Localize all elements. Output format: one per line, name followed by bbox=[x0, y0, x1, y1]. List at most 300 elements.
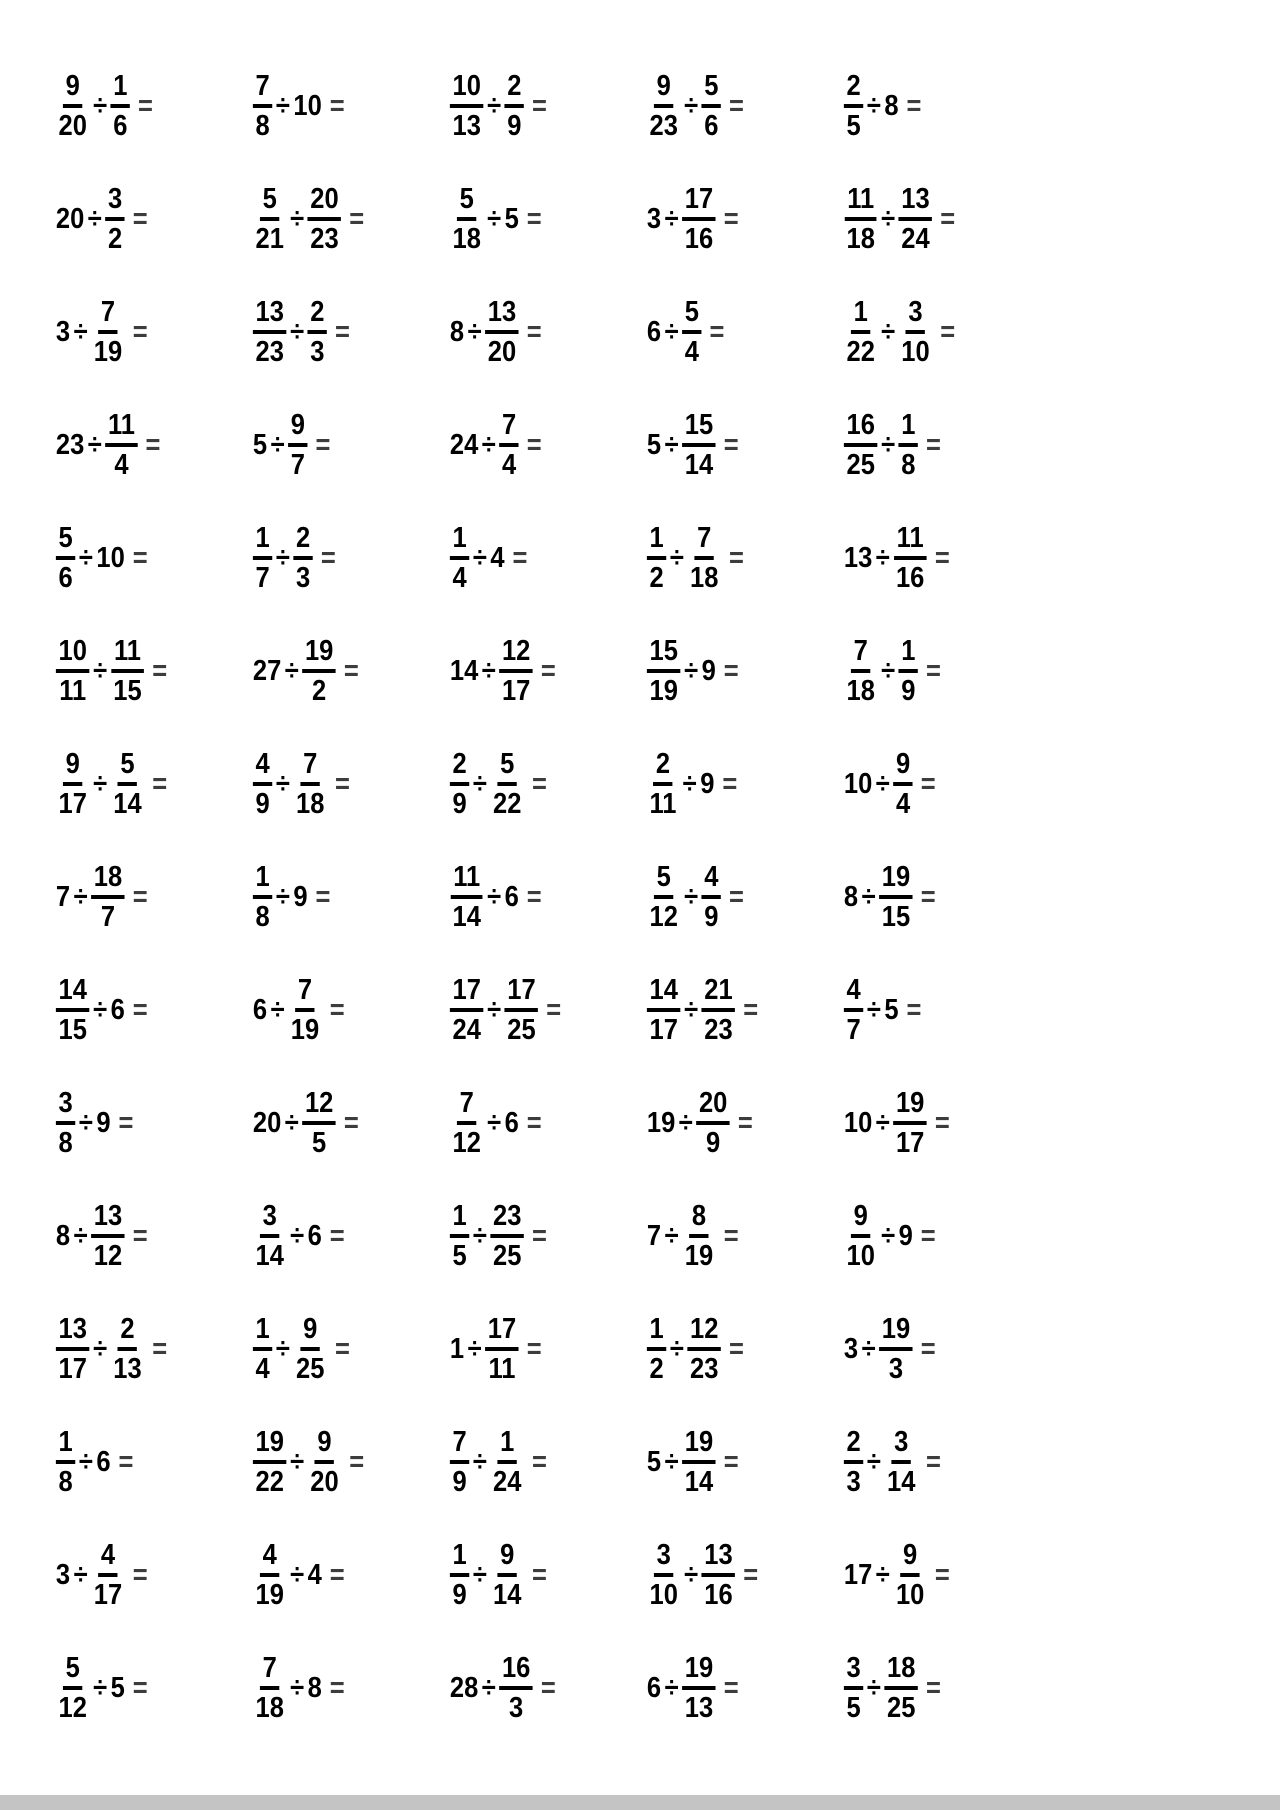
fraction-denominator: 14 bbox=[255, 1240, 284, 1272]
fraction-denominator: 14 bbox=[493, 1579, 522, 1611]
operand-whole-number: 5 bbox=[646, 429, 662, 461]
problem bbox=[55, 1519, 228, 1632]
equals-sign: = bbox=[926, 1446, 941, 1478]
fraction-numerator: 10 bbox=[450, 72, 484, 108]
problem bbox=[449, 1067, 622, 1180]
operand-fraction bbox=[56, 637, 90, 706]
operand-fraction bbox=[302, 637, 336, 706]
equals-sign: = bbox=[526, 203, 542, 235]
operand-fraction bbox=[450, 185, 484, 254]
equals-sign: = bbox=[320, 542, 336, 574]
operand-whole-number: 23 bbox=[55, 429, 85, 461]
fraction-denominator: 14 bbox=[684, 1466, 714, 1498]
fraction-denominator: 3 bbox=[888, 1353, 904, 1385]
equals-sign: = bbox=[118, 1107, 134, 1139]
fraction-denominator: 20 bbox=[310, 1466, 339, 1498]
fraction-denominator: 16 bbox=[895, 562, 925, 594]
fraction-numerator: 8 bbox=[689, 1202, 708, 1238]
problem bbox=[252, 163, 425, 276]
problem bbox=[55, 1632, 228, 1745]
fraction-denominator: 10 bbox=[649, 1579, 678, 1611]
fraction-denominator: 24 bbox=[901, 223, 930, 255]
division-sign: ÷ bbox=[682, 768, 697, 800]
division-sign: ÷ bbox=[875, 542, 890, 574]
operand-whole-number: 3 bbox=[55, 1559, 71, 1591]
fraction-numerator: 1 bbox=[253, 863, 272, 899]
fraction-denominator: 7 bbox=[846, 1014, 861, 1046]
equals-sign: = bbox=[532, 1446, 547, 1478]
fraction-denominator: 25 bbox=[493, 1240, 522, 1272]
division-sign: ÷ bbox=[87, 203, 102, 235]
operand-fraction bbox=[111, 1315, 145, 1384]
division-sign: ÷ bbox=[472, 542, 487, 574]
problem bbox=[646, 728, 819, 841]
fraction-numerator: 5 bbox=[498, 750, 517, 786]
fraction-numerator: 12 bbox=[302, 1089, 336, 1125]
equals-sign: = bbox=[526, 429, 542, 461]
problem bbox=[843, 50, 1016, 163]
problem bbox=[55, 389, 228, 502]
problem bbox=[252, 1632, 425, 1745]
operand-whole-number: 9 bbox=[293, 881, 308, 913]
fraction-denominator: 4 bbox=[895, 788, 911, 820]
operand-fraction bbox=[105, 185, 124, 254]
problem bbox=[646, 615, 819, 728]
equals-sign: = bbox=[335, 768, 350, 800]
fraction-denominator: 19 bbox=[93, 336, 123, 368]
equals-sign: = bbox=[723, 1220, 739, 1252]
fraction-numerator: 1 bbox=[450, 1202, 469, 1238]
division-sign: ÷ bbox=[290, 1220, 305, 1252]
fraction-numerator: 7 bbox=[295, 976, 314, 1012]
division-sign: ÷ bbox=[664, 316, 679, 348]
operand-fraction bbox=[682, 1654, 716, 1723]
division-sign: ÷ bbox=[270, 429, 285, 461]
operand-fraction bbox=[899, 185, 933, 254]
problem bbox=[449, 163, 622, 276]
operand-fraction bbox=[450, 1202, 469, 1271]
operand-fraction bbox=[844, 637, 878, 706]
problem bbox=[843, 1519, 1016, 1632]
division-sign: ÷ bbox=[78, 1446, 93, 1478]
equals-sign: = bbox=[729, 90, 744, 122]
operand-fraction bbox=[499, 1654, 533, 1723]
operand-fraction bbox=[844, 411, 878, 480]
division-sign: ÷ bbox=[78, 542, 93, 574]
fraction-numerator: 9 bbox=[315, 1428, 334, 1464]
operand-whole-number: 7 bbox=[646, 1220, 662, 1252]
fraction-denominator: 9 bbox=[706, 1127, 721, 1159]
equals-sign: = bbox=[138, 90, 153, 122]
operand-fraction bbox=[253, 524, 272, 593]
division-sign: ÷ bbox=[481, 1672, 496, 1704]
operand-whole-number: 8 bbox=[884, 90, 899, 122]
fraction-denominator: 9 bbox=[255, 788, 270, 820]
division-sign: ÷ bbox=[684, 655, 699, 687]
operand-fraction bbox=[682, 1428, 716, 1497]
operand-fraction bbox=[308, 1428, 342, 1497]
fraction-numerator: 7 bbox=[260, 1654, 279, 1690]
division-sign: ÷ bbox=[881, 316, 896, 348]
fraction-numerator: 15 bbox=[682, 411, 716, 447]
operand-fraction bbox=[91, 1202, 125, 1271]
operand-fraction bbox=[56, 1428, 75, 1497]
operand-fraction bbox=[56, 1089, 75, 1158]
operand-fraction bbox=[253, 1315, 272, 1384]
operand-fraction bbox=[253, 72, 272, 141]
fraction-denominator: 10 bbox=[846, 1240, 875, 1272]
fraction-denominator: 25 bbox=[296, 1353, 325, 1385]
operand-whole-number: 3 bbox=[843, 1333, 859, 1365]
division-sign: ÷ bbox=[875, 1107, 890, 1139]
fraction-denominator: 16 bbox=[704, 1579, 733, 1611]
equals-sign: = bbox=[532, 1559, 547, 1591]
fraction-denominator: 5 bbox=[312, 1127, 327, 1159]
equals-sign: = bbox=[329, 90, 345, 122]
operand-fraction bbox=[696, 1089, 730, 1158]
fraction-numerator: 7 bbox=[695, 524, 714, 560]
fraction-numerator: 1 bbox=[56, 1428, 75, 1464]
operand-fraction bbox=[899, 637, 918, 706]
problem bbox=[646, 276, 819, 389]
operand-whole-number: 17 bbox=[843, 1559, 873, 1591]
equals-sign: = bbox=[934, 1559, 950, 1591]
operand-fraction bbox=[450, 863, 484, 932]
fraction-denominator: 5 bbox=[452, 1240, 467, 1272]
fraction-numerator: 19 bbox=[302, 637, 336, 673]
fraction-numerator: 17 bbox=[450, 976, 484, 1012]
fraction-numerator: 13 bbox=[485, 298, 519, 334]
problem bbox=[646, 1519, 819, 1632]
operand-fraction bbox=[505, 976, 539, 1045]
operand-fraction bbox=[505, 72, 524, 141]
fraction-numerator: 9 bbox=[893, 750, 912, 786]
fraction-numerator: 11 bbox=[105, 411, 137, 447]
fraction-denominator: 12 bbox=[452, 1127, 481, 1159]
problem bbox=[646, 1632, 819, 1745]
operand-whole-number: 6 bbox=[252, 994, 268, 1026]
fraction-numerator: 5 bbox=[702, 72, 721, 108]
problem bbox=[252, 1180, 425, 1293]
operand-fraction bbox=[111, 750, 145, 819]
fraction-numerator: 9 bbox=[288, 411, 307, 447]
equals-sign: = bbox=[934, 1107, 950, 1139]
operand-fraction bbox=[56, 750, 90, 819]
equals-sign: = bbox=[926, 429, 941, 461]
equals-sign: = bbox=[926, 655, 941, 687]
problem bbox=[252, 1293, 425, 1406]
operand-fraction bbox=[893, 1541, 927, 1610]
problem bbox=[55, 50, 228, 163]
division-sign: ÷ bbox=[284, 655, 299, 687]
operand-fraction bbox=[308, 185, 342, 254]
operand-whole-number: 20 bbox=[55, 203, 85, 235]
fraction-denominator: 2 bbox=[649, 562, 664, 594]
operand-fraction bbox=[308, 298, 327, 367]
fraction-denominator: 9 bbox=[452, 1579, 467, 1611]
operand-whole-number: 13 bbox=[843, 542, 873, 574]
fraction-numerator: 7 bbox=[450, 1428, 469, 1464]
fraction-numerator: 9 bbox=[900, 1541, 919, 1577]
operand-fraction bbox=[844, 1428, 863, 1497]
problem bbox=[646, 1067, 819, 1180]
operand-fraction bbox=[91, 1541, 125, 1610]
fraction-numerator: 1 bbox=[647, 1315, 666, 1351]
operand-fraction bbox=[253, 298, 287, 367]
fraction-denominator: 16 bbox=[684, 223, 714, 255]
fraction-numerator: 2 bbox=[844, 1428, 863, 1464]
problem bbox=[55, 163, 228, 276]
equals-sign: = bbox=[132, 994, 148, 1026]
fraction-denominator: 15 bbox=[881, 901, 911, 933]
operand-fraction bbox=[647, 863, 681, 932]
problem bbox=[843, 389, 1016, 502]
equals-sign: = bbox=[118, 1446, 134, 1478]
operand-fraction bbox=[56, 976, 90, 1045]
fraction-numerator: 23 bbox=[490, 1202, 524, 1238]
division-sign: ÷ bbox=[78, 1107, 93, 1139]
operand-whole-number: 5 bbox=[252, 429, 268, 461]
fraction-numerator: 20 bbox=[308, 185, 342, 221]
problem bbox=[843, 728, 1016, 841]
fraction-denominator: 14 bbox=[113, 788, 142, 820]
division-sign: ÷ bbox=[270, 994, 285, 1026]
operand-whole-number: 9 bbox=[898, 1220, 913, 1252]
operand-whole-number: 5 bbox=[646, 1446, 662, 1478]
equals-sign: = bbox=[723, 203, 739, 235]
fraction-numerator: 1 bbox=[498, 1428, 517, 1464]
problem bbox=[252, 728, 425, 841]
division-sign: ÷ bbox=[487, 90, 502, 122]
fraction-numerator: 7 bbox=[301, 750, 320, 786]
operand-fraction bbox=[56, 1315, 90, 1384]
problem bbox=[252, 276, 425, 389]
operand-fraction bbox=[450, 1541, 469, 1610]
fraction-numerator: 19 bbox=[682, 1428, 716, 1464]
division-sign: ÷ bbox=[73, 1559, 88, 1591]
fraction-denominator: 23 bbox=[704, 1014, 733, 1046]
fraction-denominator: 5 bbox=[846, 110, 861, 142]
equals-sign: = bbox=[920, 1333, 936, 1365]
operand-fraction bbox=[253, 1541, 287, 1610]
fraction-denominator: 15 bbox=[113, 675, 142, 707]
division-sign: ÷ bbox=[881, 203, 896, 235]
fraction-denominator: 13 bbox=[452, 110, 481, 142]
operand-fraction bbox=[253, 750, 272, 819]
fraction-numerator: 1 bbox=[253, 1315, 272, 1351]
operand-whole-number: 7 bbox=[55, 881, 71, 913]
operand-whole-number: 8 bbox=[307, 1672, 322, 1704]
division-sign: ÷ bbox=[290, 1559, 305, 1591]
fraction-denominator: 12 bbox=[58, 1692, 87, 1724]
fraction-numerator: 11 bbox=[111, 637, 143, 673]
equals-sign: = bbox=[335, 1333, 350, 1365]
fraction-denominator: 17 bbox=[58, 1353, 87, 1385]
fraction-denominator: 4 bbox=[255, 1353, 270, 1385]
fraction-denominator: 8 bbox=[255, 901, 270, 933]
fraction-numerator: 19 bbox=[879, 863, 913, 899]
division-sign: ÷ bbox=[487, 1107, 502, 1139]
equals-sign: = bbox=[152, 768, 168, 800]
problem bbox=[55, 1406, 228, 1519]
fraction-numerator: 4 bbox=[702, 863, 721, 899]
problem bbox=[252, 1067, 425, 1180]
equals-sign: = bbox=[723, 1672, 739, 1704]
division-sign: ÷ bbox=[861, 881, 876, 913]
division-sign: ÷ bbox=[866, 1446, 881, 1478]
equals-sign: = bbox=[934, 542, 950, 574]
operand-whole-number: 8 bbox=[55, 1220, 71, 1252]
operand-whole-number: 4 bbox=[307, 1559, 322, 1591]
fraction-numerator: 1 bbox=[450, 524, 469, 560]
equals-sign: = bbox=[132, 316, 148, 348]
fraction-numerator: 5 bbox=[682, 298, 701, 334]
fraction-denominator: 10 bbox=[901, 336, 930, 368]
fraction-denominator: 8 bbox=[255, 110, 270, 142]
fraction-numerator: 19 bbox=[879, 1315, 913, 1351]
operand-fraction bbox=[288, 976, 322, 1045]
equals-sign: = bbox=[132, 1672, 148, 1704]
fraction-numerator: 1 bbox=[647, 524, 666, 560]
fraction-numerator: 13 bbox=[91, 1202, 125, 1238]
fraction-numerator: 18 bbox=[91, 863, 125, 899]
fraction-numerator: 9 bbox=[63, 750, 82, 786]
fraction-denominator: 12 bbox=[649, 901, 678, 933]
operand-whole-number: 8 bbox=[449, 316, 465, 348]
fraction-denominator: 22 bbox=[255, 1466, 284, 1498]
equals-sign: = bbox=[343, 1107, 359, 1139]
problem bbox=[55, 1180, 228, 1293]
fraction-numerator: 3 bbox=[654, 1541, 673, 1577]
equals-sign: = bbox=[315, 429, 331, 461]
equals-sign: = bbox=[335, 316, 350, 348]
operand-fraction bbox=[647, 1315, 666, 1384]
division-sign: ÷ bbox=[93, 1333, 108, 1365]
division-sign: ÷ bbox=[669, 1333, 684, 1365]
fraction-denominator: 19 bbox=[255, 1579, 284, 1611]
operand-whole-number: 14 bbox=[449, 655, 479, 687]
equals-sign: = bbox=[152, 655, 168, 687]
operand-whole-number: 3 bbox=[646, 203, 662, 235]
equals-sign: = bbox=[920, 1220, 936, 1252]
equals-sign: = bbox=[329, 1559, 345, 1591]
equals-sign: = bbox=[349, 203, 365, 235]
operand-whole-number: 6 bbox=[307, 1220, 322, 1252]
operand-whole-number: 24 bbox=[449, 429, 479, 461]
operand-fraction bbox=[56, 72, 90, 141]
operand-whole-number: 9 bbox=[96, 1107, 111, 1139]
fraction-numerator: 2 bbox=[844, 72, 863, 108]
fraction-denominator: 17 bbox=[649, 1014, 678, 1046]
page-bottom-edge bbox=[0, 1795, 1280, 1810]
fraction-numerator: 15 bbox=[647, 637, 681, 673]
division-sign: ÷ bbox=[664, 203, 679, 235]
operand-fraction bbox=[702, 1541, 736, 1610]
fraction-numerator: 16 bbox=[844, 411, 878, 447]
fraction-denominator: 17 bbox=[501, 675, 531, 707]
operand-fraction bbox=[450, 524, 469, 593]
division-sign: ÷ bbox=[861, 1333, 876, 1365]
division-sign: ÷ bbox=[481, 429, 496, 461]
equals-sign: = bbox=[540, 655, 556, 687]
division-sign: ÷ bbox=[684, 994, 699, 1026]
problem bbox=[449, 50, 622, 163]
problem bbox=[252, 615, 425, 728]
fraction-denominator: 22 bbox=[846, 336, 875, 368]
equals-sign: = bbox=[526, 316, 542, 348]
fraction-denominator: 4 bbox=[684, 336, 699, 368]
fraction-denominator: 14 bbox=[452, 901, 481, 933]
fraction-denominator: 25 bbox=[846, 449, 875, 481]
problem bbox=[55, 728, 228, 841]
problem bbox=[646, 954, 819, 1067]
problem bbox=[843, 1632, 1016, 1745]
fraction-denominator: 25 bbox=[507, 1014, 536, 1046]
division-sign: ÷ bbox=[866, 90, 881, 122]
operand-fraction bbox=[293, 750, 327, 819]
fraction-denominator: 23 bbox=[690, 1353, 719, 1385]
fraction-denominator: 18 bbox=[690, 562, 719, 594]
fraction-numerator: 7 bbox=[851, 637, 870, 673]
equals-sign: = bbox=[132, 1220, 148, 1252]
division-sign: ÷ bbox=[664, 1220, 679, 1252]
division-sign: ÷ bbox=[472, 1220, 487, 1252]
equals-sign: = bbox=[349, 1446, 365, 1478]
operand-fraction bbox=[105, 411, 137, 480]
operand-whole-number: 10 bbox=[96, 542, 125, 574]
fraction-denominator: 23 bbox=[310, 223, 339, 255]
fraction-numerator: 4 bbox=[844, 976, 863, 1012]
division-sign: ÷ bbox=[472, 1559, 487, 1591]
division-sign: ÷ bbox=[881, 1220, 896, 1252]
fraction-denominator: 3 bbox=[296, 562, 311, 594]
operand-fraction bbox=[253, 1428, 287, 1497]
operand-fraction bbox=[893, 1089, 927, 1158]
fraction-numerator: 7 bbox=[98, 298, 117, 334]
operand-whole-number: 3 bbox=[55, 316, 71, 348]
fraction-denominator: 18 bbox=[296, 788, 325, 820]
operand-fraction bbox=[844, 298, 878, 367]
problem bbox=[449, 502, 622, 615]
division-sign: ÷ bbox=[290, 1672, 305, 1704]
operand-whole-number: 9 bbox=[701, 655, 716, 687]
equals-sign: = bbox=[546, 994, 562, 1026]
equals-sign: = bbox=[920, 881, 936, 913]
fraction-denominator: 9 bbox=[452, 1466, 467, 1498]
fraction-numerator: 5 bbox=[260, 185, 279, 221]
operand-fraction bbox=[647, 1541, 681, 1610]
fraction-numerator: 3 bbox=[844, 1654, 863, 1690]
operand-whole-number: 1 bbox=[449, 1333, 465, 1365]
problem bbox=[646, 389, 819, 502]
fraction-denominator: 10 bbox=[895, 1579, 925, 1611]
fraction-denominator: 17 bbox=[895, 1127, 925, 1159]
operand-whole-number: 19 bbox=[646, 1107, 676, 1139]
operand-fraction bbox=[111, 637, 145, 706]
fraction-numerator: 1 bbox=[111, 72, 130, 108]
fraction-denominator: 19 bbox=[290, 1014, 320, 1046]
equals-sign: = bbox=[152, 1333, 168, 1365]
division-sign: ÷ bbox=[284, 1107, 299, 1139]
operand-whole-number: 5 bbox=[110, 1672, 125, 1704]
problem bbox=[843, 954, 1016, 1067]
fraction-numerator: 9 bbox=[654, 72, 673, 108]
fraction-numerator: 3 bbox=[105, 185, 124, 221]
operand-fraction bbox=[647, 524, 666, 593]
equals-sign: = bbox=[329, 994, 345, 1026]
operand-fraction bbox=[293, 524, 312, 593]
fraction-denominator: 18 bbox=[846, 675, 875, 707]
